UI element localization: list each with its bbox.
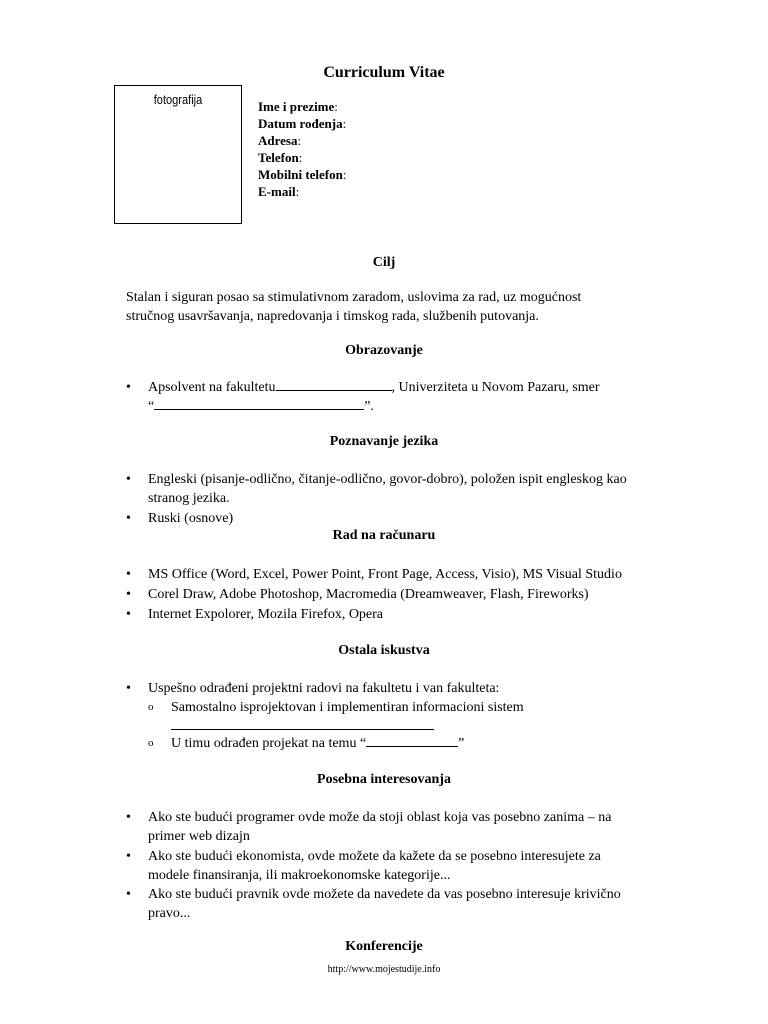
field-birthdate: Datum rođenja: (258, 116, 347, 131)
bullet-icon: • (126, 810, 131, 825)
bullet-icon: • (126, 607, 131, 622)
bullet-icon: • (126, 681, 131, 696)
blank-line (171, 717, 434, 730)
circle-bullet-icon: o (148, 737, 154, 749)
bullet-icon: • (126, 472, 131, 487)
personal-info (258, 98, 346, 200)
heading-jezici: Poznavanje jezika (329, 434, 439, 449)
bullet-icon: • (126, 887, 131, 902)
heading-konferencije: Konferencije (345, 939, 423, 954)
field-phone: Telefon: (258, 150, 303, 165)
field-mobile: Mobilni telefon: (258, 167, 347, 182)
heading-iskustva: Ostala iskustva (338, 643, 430, 658)
field-address: Adresa: (258, 133, 302, 148)
blank-line (366, 734, 458, 747)
document-title: Curriculum Vitae (323, 64, 445, 81)
heading-cilj: Cilj (372, 255, 396, 270)
bullet-icon: • (126, 587, 131, 602)
bullet-icon: • (126, 511, 131, 526)
bullet-icon: • (126, 567, 131, 582)
blank-line (276, 378, 392, 391)
blank-line (154, 397, 364, 410)
footer-url[interactable]: http://www.mojestudije.info (327, 964, 441, 975)
photo-label: fotografija (153, 92, 203, 107)
circle-bullet-icon: o (148, 701, 154, 713)
bullet-icon: • (126, 849, 131, 864)
field-name: Ime i prezime: (258, 99, 338, 114)
heading-racunar: Rad na računaru (332, 528, 436, 543)
photo-placeholder (114, 85, 242, 224)
heading-obrazovanje: Obrazovanje (345, 343, 423, 358)
cilj-paragraph: Stalan i siguran posao sa stimulativnom zaradom, uslovima za rad, uz mogućnost stručnog usavršavanja, napredovanja i timskog rada, službenih putovanja. (126, 290, 582, 324)
heading-interesovanja: Posebna interesovanja (317, 772, 451, 787)
bullet-icon: • (126, 380, 131, 395)
field-email: E-mail: (258, 184, 300, 199)
